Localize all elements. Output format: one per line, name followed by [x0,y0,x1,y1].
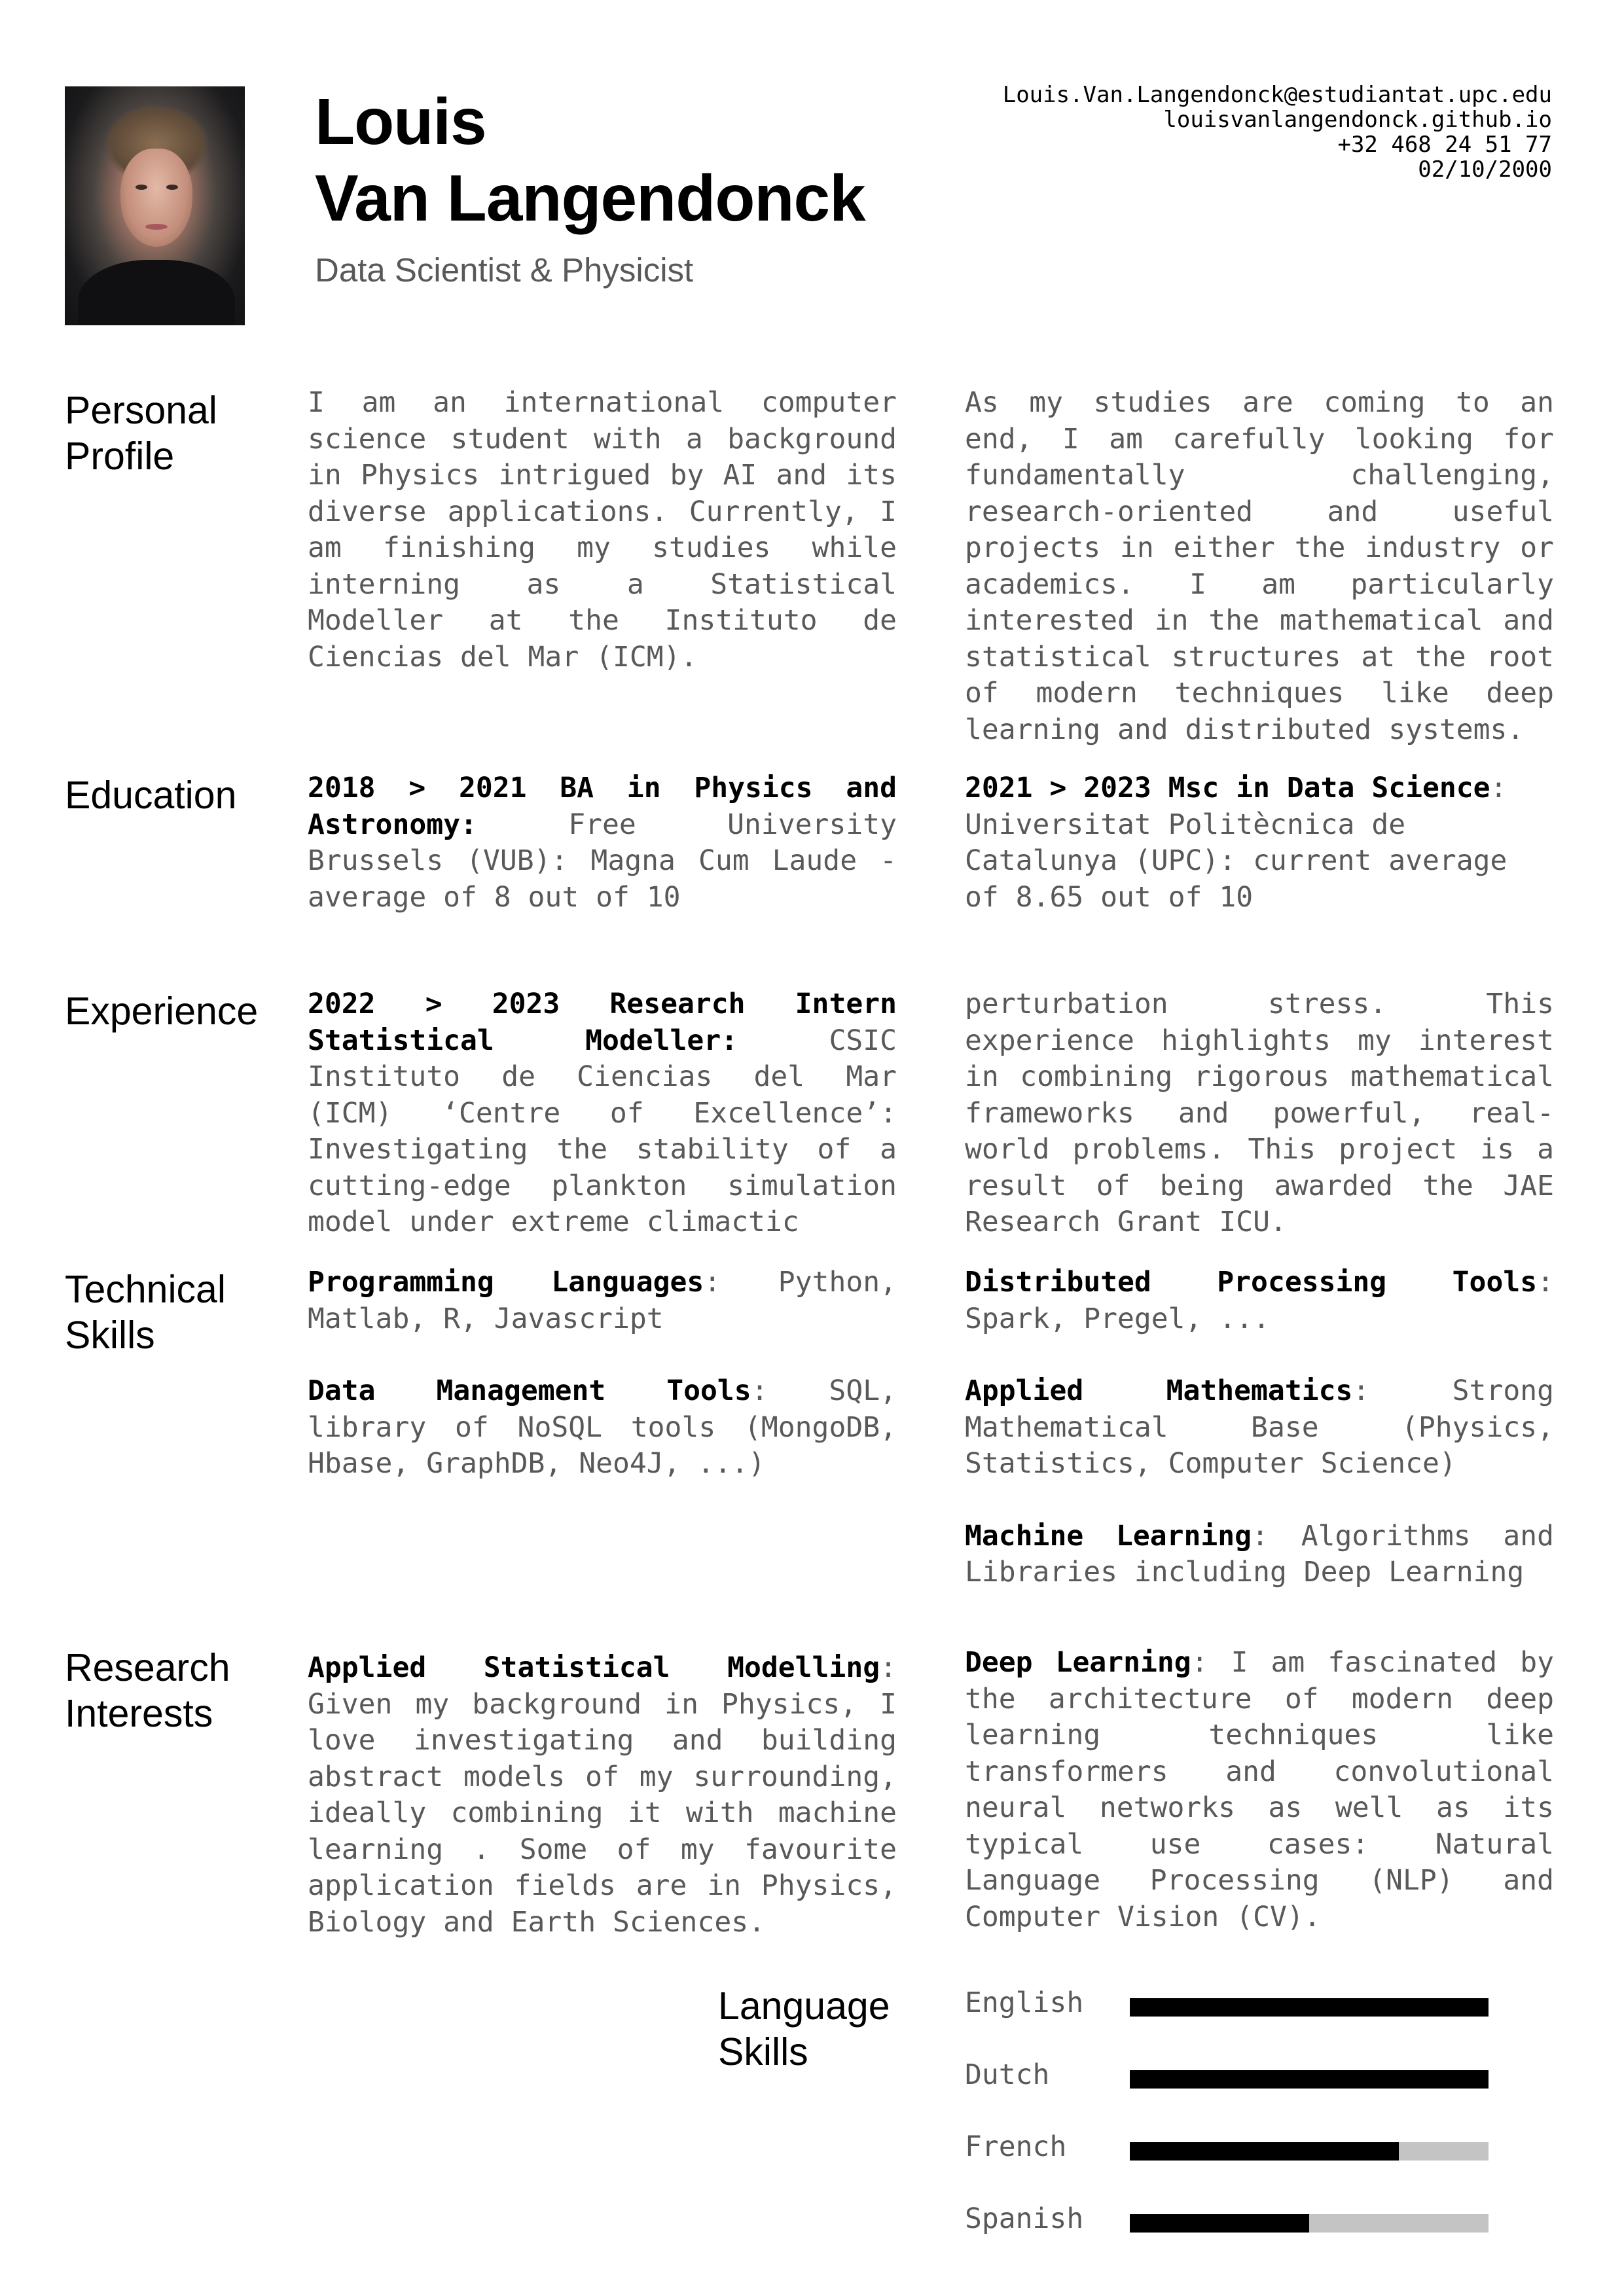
language-row-spanish [965,2202,1561,2242]
language-row-french [965,2130,1561,2170]
education-degree: 2021 > 2023 Msc in Data Science [965,772,1490,804]
profile-text-left: I am an international computer science student with a background in Physics intrigued by AI and its diverse applications. Currently, I am finishing my studies while interning as a Statistical Modeller at the Instituto de Ciencias del Mar (ICM). [308,386,897,673]
section-title-experience: Experience [65,990,259,1033]
contact-block [1003,82,1552,182]
research-details: : Given my background in Physics, I love investigating and building abstract models of my surrounding, ideally combining it with machine learning . Some of my favourite application fields are in Physics, Biology and Earth Sciences. [308,1651,897,1939]
website-link[interactable]: louisvanlangendonck.github.io [1163,107,1552,133]
skill-item: Applied Mathematics: Strong Mathematical Base (Physics, Statistics, Computer Science) [965,1374,1554,1480]
education-details: Free University Brussels (VUB): Magna Cum Laude - average of 8 out of 10 [308,808,897,914]
section-title-profile: Personal Profile [65,389,217,478]
research-right [965,1645,1554,1935]
skills-right [965,1265,1554,1591]
language-name: French [965,2130,1067,2163]
skill-item: Distributed Processing Tools: Spark, Pregel, ... [965,1266,1554,1335]
profile-photo [65,86,245,325]
language-level-fill [1130,2142,1399,2161]
skills-left [308,1265,897,1482]
education-details: : Universitat Politècnica de Catalunya (UPC): current average of 8.65 out of 10 [965,772,1507,914]
language-row-english [965,1986,1561,2026]
name-first: Louis [315,85,486,158]
section-title-skills: Technical Skills [65,1268,226,1357]
research-topic: Applied Statistical Modelling [308,1651,880,1684]
experience-role: 2022 > 2023 Research Intern Statistical Modeller: [308,988,897,1057]
education-entry-master [965,770,1554,916]
language-name: English [965,1986,1084,2019]
section-title-research: Research Interests [65,1646,230,1735]
language-level-fill [1130,2070,1489,2089]
email-link[interactable]: Louis.Van.Langendonck@estudiantat.upc.edu [1002,82,1552,108]
language-level-bar [1130,2142,1489,2161]
experience-details: CSIC Instituto de Ciencias del Mar (ICM) ‘Centre of Excellence’: Investigating the stability of a cutting-edge plankton simulation model under extreme climactic [308,1024,897,1238]
language-level-bar [1130,2214,1489,2233]
language-level-fill [1130,2214,1309,2233]
language-level-bar [1130,2070,1489,2089]
section-title-languages: Language Skills [718,1984,890,2073]
language-level-bar [1130,1998,1489,2017]
education-entry-bachelor [308,770,897,916]
skill-item: Machine Learning: Algorithms and Libraries including Deep Learning [965,1519,1554,1588]
phone-number: +32 468 24 51 77 [1337,132,1552,158]
language-row-dutch [965,2058,1561,2098]
name-last: Van Langendonck [315,162,865,235]
language-name: Dutch [965,2058,1050,2091]
birthdate: 02/10/2000 [1418,156,1552,183]
experience-entry [308,986,897,1241]
skill-item: Programming Languages: Python, Matlab, R, Javascript [308,1266,897,1335]
profile-text-right: As my studies are coming to an end, I am carefully looking for fundamentally challenging, research-oriented and useful projects in either the industry or academics. I am particularly interested in the mathematical and statistical structures at the root of modern techniques like deep learning and distributed systems. [965,386,1554,746]
experience-continued: perturbation stress. This experience highlights my interest in combining rigorous mathematical frameworks and powerful, real-world problems. This project is a result of being awarded the JAE Research Grant ICU. [965,988,1554,1238]
research-details: : I am fascinated by the architecture of modern deep learning techniques like transformers and convolutional neural networks as well as its typical use cases: Natural Language Processing (NLP) and Computer Vision (CV). [965,1646,1555,1933]
language-level-fill [1130,1998,1489,2017]
research-left [308,1650,897,1941]
research-topic: Deep Learning [965,1646,1191,1679]
skill-item: Data Management Tools: SQL, library of NoSQL tools (MongoDB, Hbase, GraphDB, Neo4J, ...) [308,1374,897,1480]
candidate-name [315,84,865,237]
section-title-education: Education [65,774,237,817]
education-degree: 2018 > 2021 BA in Physics and Astronomy: [308,772,897,841]
job-title: Data Scientist & Physicist [315,251,694,289]
language-name: Spanish [965,2202,1084,2235]
